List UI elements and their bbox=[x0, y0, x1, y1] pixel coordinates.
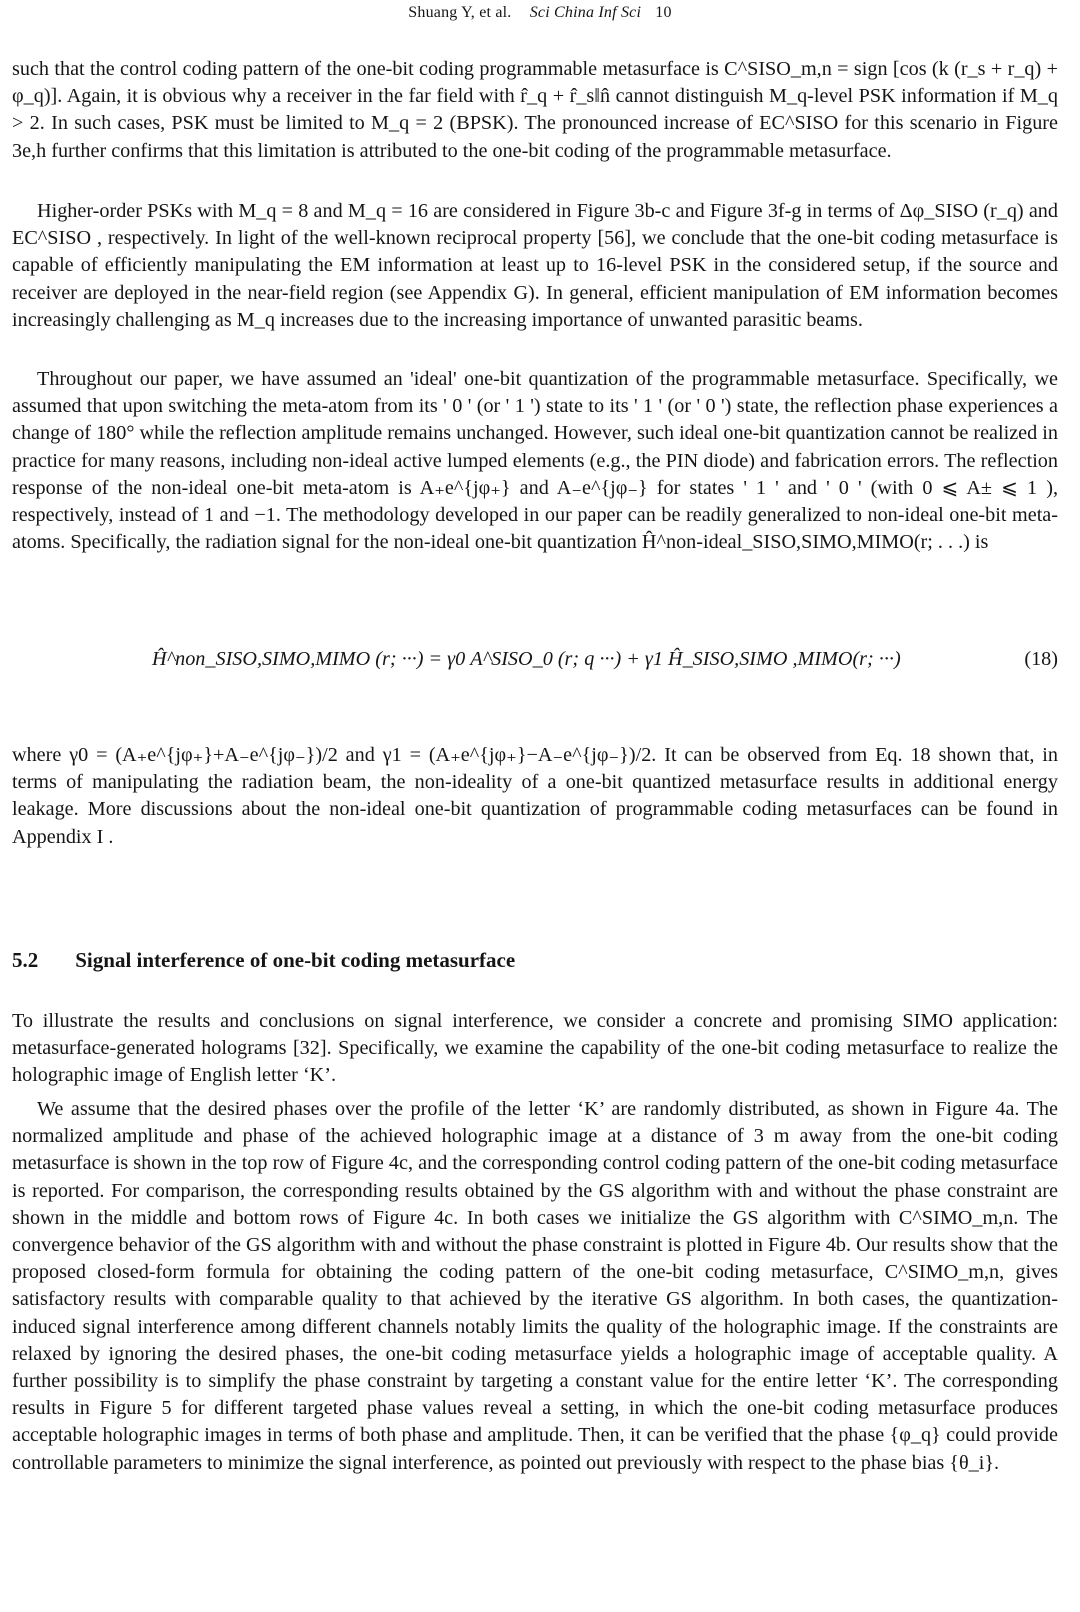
equation-18 bbox=[12, 648, 1058, 688]
section-number: 5.2 bbox=[12, 948, 39, 972]
header-authors: Shuang Y, et al. bbox=[408, 4, 512, 21]
paragraph-4 bbox=[12, 742, 1058, 851]
paragraph-text: such that the control coding pattern of the one-bit coding programmable metasurface is C^SISO_m,n = sign [cos (k (r_s + r_q) + φ_q)]. Again, it is obvious why a receiver in the far field with r̂_q + r̂_s‖n̂ cannot distinguish M_q-level PSK information if M_q > 2. In such cases, PSK must be limited to M_q = 2 (BPSK). The pronounced increase of EC^SISO for this scenario in Figure 3e,h further confirms that this limitation is attributed to the one-bit coding of the programmable metasurface. bbox=[12, 58, 1058, 162]
header-page-number: 10 bbox=[655, 4, 672, 21]
paragraph-text: where γ0 = (A₊e^{jφ₊}+A₋e^{jφ₋})/2 and γ1 = (A₊e^{jφ₊}−A₋e^{jφ₋})/2. It can be observed from Eq. 18 shown that, in terms of manipulating the radiation beam, the non-ideality of a one-bit quantized metasurface results in additional energy leakage. More discussions about the non-ideal one-bit quantization of programmable coding metasurfaces can be found in Appendix I . bbox=[12, 744, 1058, 848]
paragraph-5 bbox=[12, 1008, 1058, 1090]
paragraph-text: To illustrate the results and conclusions on signal interference, we consider a concrete and promising SIMO application: metasurface-generated holograms [32]. Specifically, we examine the capability of the one-bit coding metasurface to realize the holographic image of English letter ‘K’. bbox=[12, 1010, 1058, 1087]
paragraph-6 bbox=[12, 1096, 1058, 1477]
section-heading bbox=[12, 948, 1058, 973]
equation-body: Ĥ^non_SISO,SIMO,MIMO (r; ···) = γ0 A^SISO_0 (r; q ···) + γ1 Ĥ_SISO,SIMO ,MIMO(r; ···) bbox=[152, 648, 901, 670]
paragraph-text: Higher-order PSKs with M_q = 8 and M_q = 16 are considered in Figure 3b-c and Figure 3f-g in terms of Δφ_SISO (r_q) and EC^SISO , respectively. In light of the well-known reciprocal property [56], we conclude that the one-bit coding metasurface is capable of efficiently manipulating the EM information at least up to 16-level PSK in the considered setup, if the source and receiver are deployed in the near-field region (see Appendix G). In general, efficient manipulation of EM information becomes increasingly challenging as M_q increases due to the increasing importance of unwanted parasitic beams. bbox=[12, 200, 1058, 331]
header-journal: Sci China Inf Sci bbox=[529, 4, 642, 21]
section-title: Signal interference of one-bit coding metasurface bbox=[75, 948, 516, 972]
paragraph-text: We assume that the desired phases over the profile of the letter ‘K’ are randomly distributed, as shown in Figure 4a. The normalized amplitude and phase of the achieved holographic image at a distance of 3 m away from the one-bit coding metasurface is shown in the top row of Figure 4c, and the corresponding control coding pattern of the one-bit coding metasurface is reported. For comparison, the corresponding results obtained by the GS algorithm with and without the phase constraint are shown in the middle and bottom rows of Figure 4c. In both cases we initialize the GS algorithm with C^SIMO_m,n. The convergence behavior of the GS algorithm with and without the phase constraint is plotted in Figure 4b. Our results show that the proposed closed-form formula for obtaining the coding pattern of the one-bit coding metasurface, C^SIMO_m,n, gives satisfactory results with comparable quality to that achieved by the iterative GS algorithm. In both cases, the quantization-induced signal interference among different channels notably limits the quality of the holographic image. If the constraints are relaxed by ignoring the desired phases, the one-bit coding metasurface yields a holographic image of acceptable quality. A further possibility is to simplify the phase constraint by targeting a constant value for the entire letter ‘K’. The corresponding results in Figure 5 for different targeted phase values reveal a setting, in which the one-bit coding metasurface produces acceptable holographic images in terms of both phase and amplitude. Then, it can be verified that the phase {φ_q} could provide controllable parameters to minimize the signal interference, as pointed out previously with respect to the phase bias {θ_i}. bbox=[12, 1098, 1058, 1474]
paragraph-2 bbox=[12, 198, 1058, 334]
paragraph-1 bbox=[12, 56, 1058, 165]
equation-number: (18) bbox=[1024, 648, 1058, 670]
running-header bbox=[0, 4, 1080, 22]
paragraph-3 bbox=[12, 366, 1058, 556]
paragraph-text: Throughout our paper, we have assumed an 'ideal' one-bit quantization of the programmable metasurface. Specifically, we assumed that upon switching the meta-atom from its ' 0 ' (or ' 1 ') state to its ' 1 ' (or ' 0 ') state, the reflection phase experiences a change of 180° while the reflection amplitude remains unchanged. However, such ideal one-bit quantization cannot be realized in practice for many reasons, including non-ideal active lumped elements (e.g., the PIN diode) and fabrication errors. The reflection response of the non-ideal one-bit meta-atom is A₊e^{jφ₊} and A₋e^{jφ₋} for states ' 1 ' and ' 0 ' (with 0 ⩽ A± ⩽ 1 ), respectively, instead of 1 and −1. The methodology developed in our paper can be readily generalized to non-ideal one-bit meta-atoms. Specifically, the radiation signal for the non-ideal one-bit quantization Ĥ^non-ideal_SISO,SIMO,MIMO(r; . . .) is bbox=[12, 368, 1058, 554]
